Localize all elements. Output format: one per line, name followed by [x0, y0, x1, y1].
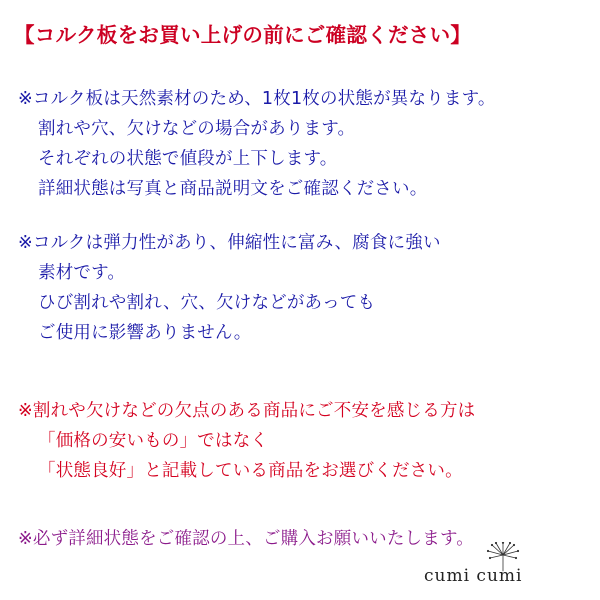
brand-logo-text: cumi cumi: [424, 566, 523, 586]
notice-line: それぞれの状態で値段が上下します。: [38, 149, 338, 169]
notice-line: 素材です。: [38, 263, 126, 283]
notice-line: ご使用に影響ありません。: [38, 323, 252, 343]
notice-block-2: [18, 228, 584, 348]
notice-line: ※コルク板は天然素材のため、1枚1枚の状態が異なります。: [18, 89, 496, 109]
notice-line: 「状態良好」と記載している商品をお選びください。: [38, 461, 463, 481]
notice-line: ひび割れや割れ、穴、欠けなどがあっても: [38, 293, 376, 313]
notice-line: 詳細状態は写真と商品説明文をご確認ください。: [38, 179, 428, 199]
page-title: 【コルク板をお買い上げの前にご確認ください】: [14, 23, 472, 47]
brand-logo: [424, 546, 584, 590]
notice-line: ※コルクは弾力性があり、伸縮性に富み、腐食に強い: [18, 233, 441, 253]
notice-line: 割れや穴、欠けなどの場合があります。: [38, 119, 356, 139]
notice-block-3: [18, 396, 584, 486]
notice-block-1: [18, 84, 584, 204]
notice-line: ※必ず詳細状態をご確認の上、ご購入お願いいたします。: [18, 529, 474, 549]
notice-line: ※割れや欠けなどの欠点のある商品にご不安を感じる方は: [18, 401, 476, 421]
notice-line: 「価格の安いもの」ではなく: [38, 431, 269, 451]
